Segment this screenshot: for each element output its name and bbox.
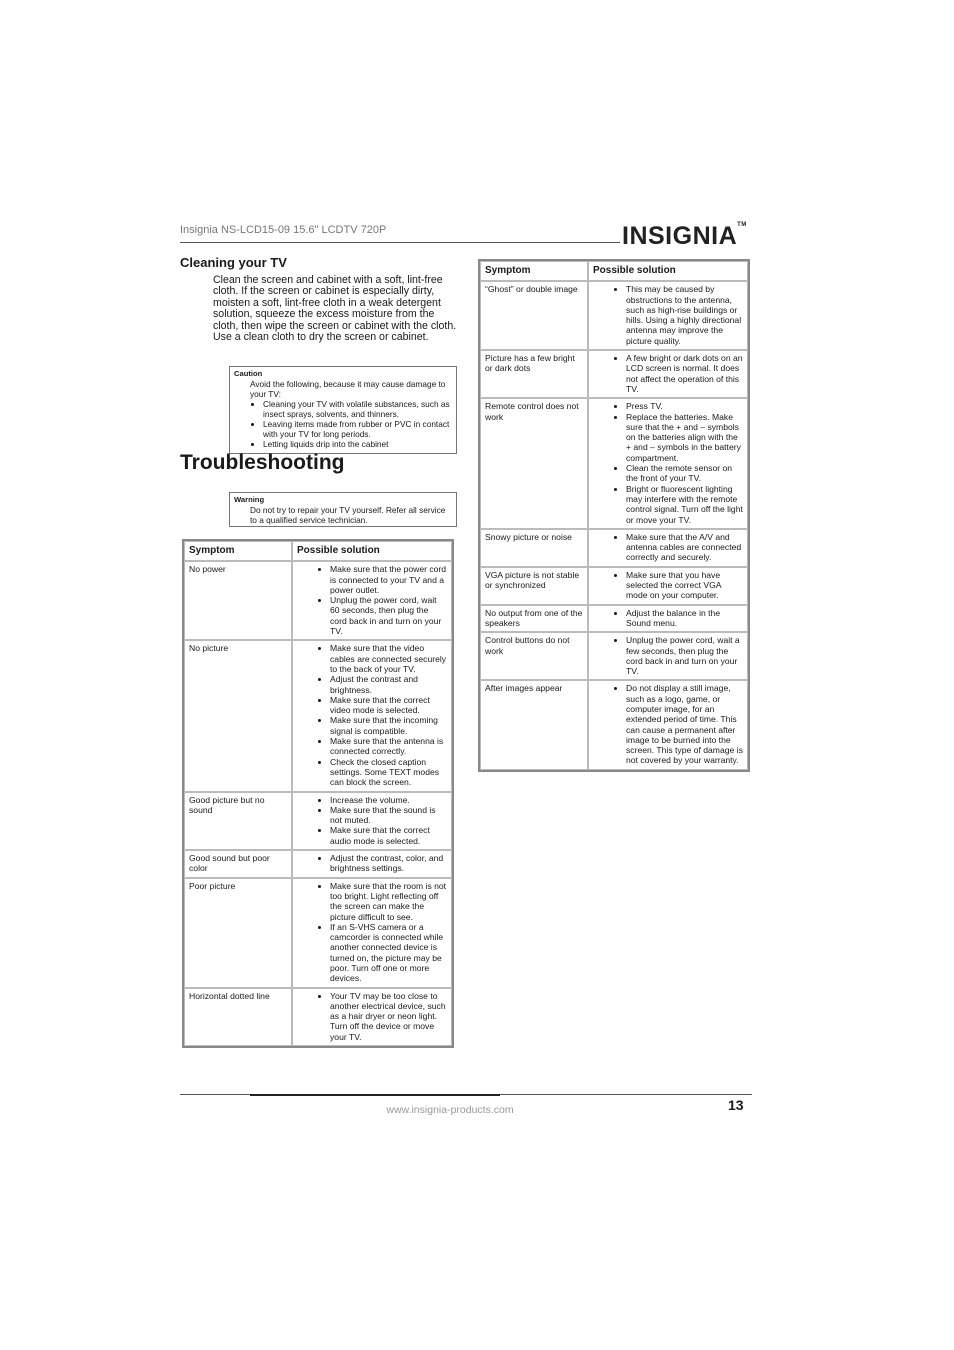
symptom-cell: “Ghost” or double image [480,281,588,350]
solution-list [297,853,447,874]
symptom-cell: No power [184,561,292,640]
solution-list [593,570,743,601]
footer-rule-accent [250,1094,500,1096]
table-row [480,281,748,350]
solution-list [297,991,447,1042]
caution-box [229,366,457,454]
table-row [184,850,452,878]
symptom-header: Symptom [184,541,292,561]
solution-item: • Make sure that the sound is not muted. [330,805,447,826]
table-row [480,398,748,529]
solution-item: • Adjust the contrast and brightness. [330,674,447,695]
solution-item: • Clean the remote sensor on the front of your TV. [626,463,743,484]
table-row [480,680,748,769]
solution-header: Possible solution [292,541,452,561]
solution-item: • This may be caused by obstructions to the antenna, such as high-rise buildings or hills. Using a highly directional antenna may improve the picture quality. [626,284,743,346]
troubleshooting-heading: Troubleshooting [180,451,345,474]
solution-item: • Press TV. [626,401,743,411]
caution-text: Avoid the following, because it may cause damage to your TV: [250,379,446,399]
running-header: Insignia NS-LCD15-09 15.6" LCDTV 720P [180,224,387,236]
symptom-cell: Good sound but poor color [184,850,292,878]
solution-list [593,608,743,629]
table-row [184,640,452,791]
cleaning-paragraph: Clean the screen and cabinet with a soft, lint-free cloth. If the screen or cabinet is especially dirty, moisten a soft, lint-free cloth in a weak detergent solution, squeeze the excess moisture from the cloth, then wipe the screen or cabinet with the cloth. Use a clean cloth to dry the screen or cabinet. [213,274,457,344]
solution-cell [292,561,452,640]
warning-box [229,492,457,527]
table-row [184,792,452,850]
solution-cell [292,988,452,1046]
solution-cell [588,350,748,398]
caution-item: • Leaving items made from rubber or PVC in contact with your TV for long periods. [263,419,452,439]
solution-list [593,532,743,563]
solution-cell [588,281,748,350]
table-row [184,878,452,988]
solution-list [593,401,743,525]
solution-cell [292,850,452,878]
solution-item: • Your TV may be too close to another electrical device, such as a hair dryer or neon light. Turn off the device or move your TV. [330,991,447,1042]
symptom-cell: After images appear [480,680,588,769]
solution-item: • A few bright or dark dots on an LCD screen is normal. It does not affect the operation of this TV. [626,353,743,394]
solution-item: • Replace the batteries. Make sure that the + and – symbols on the batteries align with the + and – symbols in the battery compartment. [626,412,743,463]
logo-text: INSIGNIA [622,222,738,250]
solution-header: Possible solution [588,261,748,281]
caution-list [234,399,452,449]
page-number: 13 [728,1097,744,1113]
symptom-cell: Horizontal dotted line [184,988,292,1046]
solution-item: • Make sure that the antenna is connected correctly. [330,736,447,757]
solution-item: • Make sure that the room is not too bright. Light reflecting off the screen can make the picture difficult to see. [330,881,447,922]
table-row [480,350,748,398]
symptom-cell: Poor picture [184,878,292,988]
solution-item: • Unplug the power cord, wait a few seconds, then plug the cord back in and turn on your TV. [626,635,743,676]
caution-item: • Letting liquids drip into the cabinet [263,439,452,449]
table-row [480,632,748,680]
symptom-cell: No output from one of the speakers [480,605,588,633]
solution-cell [292,640,452,791]
solution-list [297,564,447,636]
solution-cell [588,680,748,769]
solution-list [593,284,743,346]
solution-item: • Make sure that the incoming signal is compatible. [330,715,447,736]
table-row [184,988,452,1046]
table-row [184,561,452,640]
solution-item: • Make sure that you have selected the correct VGA mode on your computer. [626,570,743,601]
symptom-cell: Remote control does not work [480,398,588,529]
caution-item: • Cleaning your TV with volatile substances, such as insect sprays, solvents, and thinners. [263,399,452,419]
troubleshooting-table-right [478,259,750,772]
table-row [480,567,748,605]
solution-item: • Check the closed caption settings. Some TEXT modes can block the screen. [330,757,447,788]
solution-item: • Adjust the balance in the Sound menu. [626,608,743,629]
solution-list [593,635,743,676]
solution-item: • Adjust the contrast, color, and brightness settings. [330,853,447,874]
warning-text: Do not try to repair your TV yourself. Refer all service to a qualified service technician. [250,505,446,525]
solution-cell [292,792,452,850]
solution-cell [588,605,748,633]
solution-cell [588,632,748,680]
solution-list [297,643,447,787]
symptom-cell: Good picture but no sound [184,792,292,850]
symptom-cell: Control buttons do not work [480,632,588,680]
symptom-cell: VGA picture is not stable or synchronized [480,567,588,605]
solution-cell [292,878,452,988]
warning-title: Warning [234,495,265,504]
symptom-header: Symptom [480,261,588,281]
solution-item: • Increase the volume. [330,795,447,805]
solution-item: • Make sure that the video cables are connected securely to the back of your TV. [330,643,447,674]
header-rule [180,242,620,243]
solution-item: • Unplug the power cord, wait 60 seconds, then plug the cord back in and turn on your TV. [330,595,447,636]
solution-list [297,881,447,984]
solution-list [593,683,743,765]
troubleshooting-table-left [182,539,454,1048]
cleaning-heading: Cleaning your TV [180,255,287,270]
symptom-cell: Picture has a few bright or dark dots [480,350,588,398]
table-row [480,529,748,567]
symptom-cell: Snowy picture or noise [480,529,588,567]
symptom-cell: No picture [184,640,292,791]
logo-tm: TM [737,222,747,228]
solution-cell [588,567,748,605]
solution-list [593,353,743,394]
solution-item: • Bright or fluorescent lighting may interfere with the remote control signal. Turn off the light or move your TV. [626,484,743,525]
solution-item: • Make sure that the A/V and antenna cables are connected correctly and securely. [626,532,743,563]
caution-title: Caution [234,369,263,378]
footer-url: www.insignia-products.com [386,1104,514,1116]
solution-cell [588,529,748,567]
solution-item: • Make sure that the correct video mode is selected. [330,695,447,716]
solution-item: • Make sure that the correct audio mode is selected. [330,825,447,846]
solution-item: • Make sure that the power cord is connected to your TV and a power outlet. [330,564,447,595]
table-row [480,605,748,633]
solution-cell [588,398,748,529]
solution-list [297,795,447,846]
insignia-logo [622,222,747,251]
solution-item: • Do not display a still image, such as a logo, game, or computer image, for an extended period of time. This can cause a permanent after image to be burned into the screen. This type of damage is not covered by your warranty. [626,683,743,765]
solution-item: • If an S-VHS camera or a camcorder is connected while another connected device is turned on, the picture may be poor. Turn off one or more devices. [330,922,447,984]
